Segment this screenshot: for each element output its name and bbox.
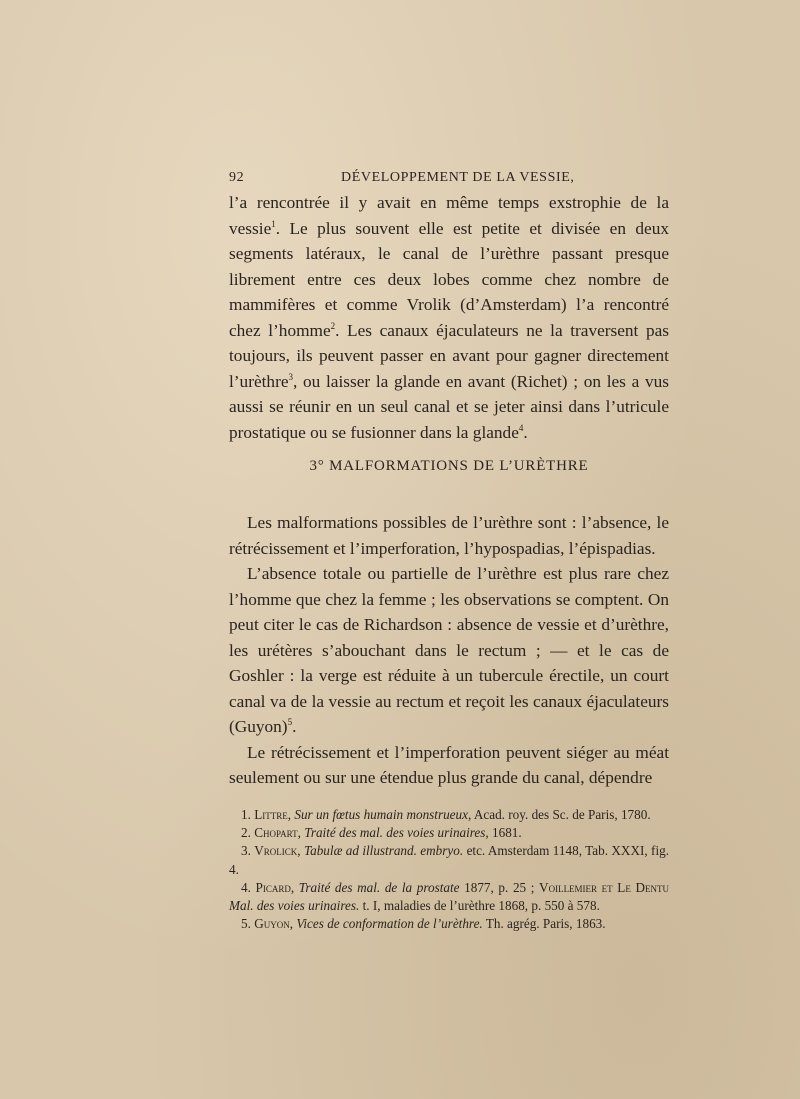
footnote-rest-2: t. I, maladies de l’urèthre 1868, p. 550 à 578. [362, 898, 600, 914]
footnote-ref-5[interactable]: 5 [287, 717, 293, 728]
para3-text-1: L’absence totale ou partielle de l’urèthre est plus rare chez l’homme que chez la femme ; les observations se comptent. On peut citer le cas de Richardson : absence de vessie et d’urèthre, les urétères s’abouchant dans le rectum ; — et le cas de Goshler : la verge est réduite à un tubercule érectile, un court canal va de la vessie au rectum et reçoit les canaux éjaculateurs (Guyon) [229, 564, 669, 736]
paragraph-continued [229, 190, 669, 445]
footnote-author: Vrolick, [254, 843, 301, 859]
footnote-rest: etc. Amsterdam 1148, Tab. XXXI, fig. 4. [229, 843, 670, 877]
footnote-5 [229, 915, 669, 933]
para1-text-2: . Le plus souvent elle est petite et divisée en deux segments latéraux, le canal de l’urèthre passant presque librement entre ces deux lobes comme chez nombre de mammifères et comme Vrolik (d’Amsterdam) l’a rencontré chez l’homme [229, 218, 669, 340]
footnote-work: Sur un fœtus humain monstrueux, [294, 807, 472, 822]
footnote-3 [229, 842, 669, 878]
paragraph-4: Le rétrécissement et l’imperforation peuvent siéger au méat seulement ou sur une étendue plus grande du canal, dépendre [229, 742, 669, 787]
para1-text-4: , ou laisser la glande en avant (Richet) ; on les a vus aussi se réunir en un seul canal et se jeter ainsi dans l’utricule prostatique ou se fusionner dans la glande [229, 371, 669, 442]
footnote-1 [229, 806, 669, 824]
footnote-number: 2. [241, 825, 251, 841]
footnotes [229, 806, 669, 933]
footnote-work-2: Mal. des voies urinaires. [229, 898, 360, 914]
footnote-work: Traité des mal. des voies urinaires, [304, 825, 489, 841]
footnote-work: Vices de conformation de l’urèthre. [296, 916, 483, 932]
paragraph-1 [229, 190, 669, 445]
footnote-rest: 1877, p. 25 ; [464, 879, 535, 895]
footnote-author-2: Voillemier et Le Dentu [539, 879, 669, 895]
footnote-ref-4[interactable]: 4 [518, 422, 524, 433]
running-title: DÉVELOPPEMENT DE LA VESSIE, [341, 170, 575, 185]
paragraph-3 [229, 561, 669, 740]
footnote-ref-1[interactable]: 1 [271, 218, 276, 229]
footnote-author: Chopart, [254, 825, 301, 841]
footnote-author: Guyon, [254, 916, 294, 932]
footnote-rest: 1681. [492, 825, 522, 841]
footnote-ref-2[interactable]: 2 [330, 320, 336, 331]
footnote-rest: Acad. roy. des Sc. de Paris, 1780. [473, 807, 651, 822]
para1-text-3: . Les canaux éjaculateurs ne la traversent pas toujours, ils peuvent passer en avant pour gagner directement l’urèthre [229, 320, 669, 391]
para1-text-1: l’a rencontrée il y avait en même temps exstrophie de la vessie [229, 193, 669, 238]
footnote-number: 4. [241, 879, 251, 895]
footnote-ref-3[interactable]: 3 [288, 371, 293, 382]
paragraph-2: Les malformations possibles de l’urèthre sont : l’absence, le rétrécissement et l’imperforation, l’hypospadias, l’épispadias. [229, 513, 669, 558]
para3-text-2: . [292, 717, 297, 736]
page-number: 92 [229, 170, 245, 185]
footnote-number: 5. [241, 916, 251, 932]
section-body [229, 510, 669, 791]
footnote-2 [229, 824, 669, 842]
footnote-author: Picard, [255, 879, 295, 895]
page-header [229, 170, 669, 192]
footnote-work: Tabulæ ad illustrand. embryo. [304, 843, 464, 859]
footnote-work: Traité des mal. de la prostate [298, 879, 460, 895]
footnote-number: 3. [241, 843, 251, 859]
footnote-author: Littre, [254, 807, 292, 822]
para1-text-5: . [523, 422, 528, 442]
footnote-4 [229, 879, 669, 915]
section-heading: 3° MALFORMATIONS DE L’URÈTHRE [309, 458, 589, 474]
footnote-rest: Th. agrég. Paris, 1863. [485, 916, 606, 932]
footnote-number: 1. [241, 807, 251, 822]
